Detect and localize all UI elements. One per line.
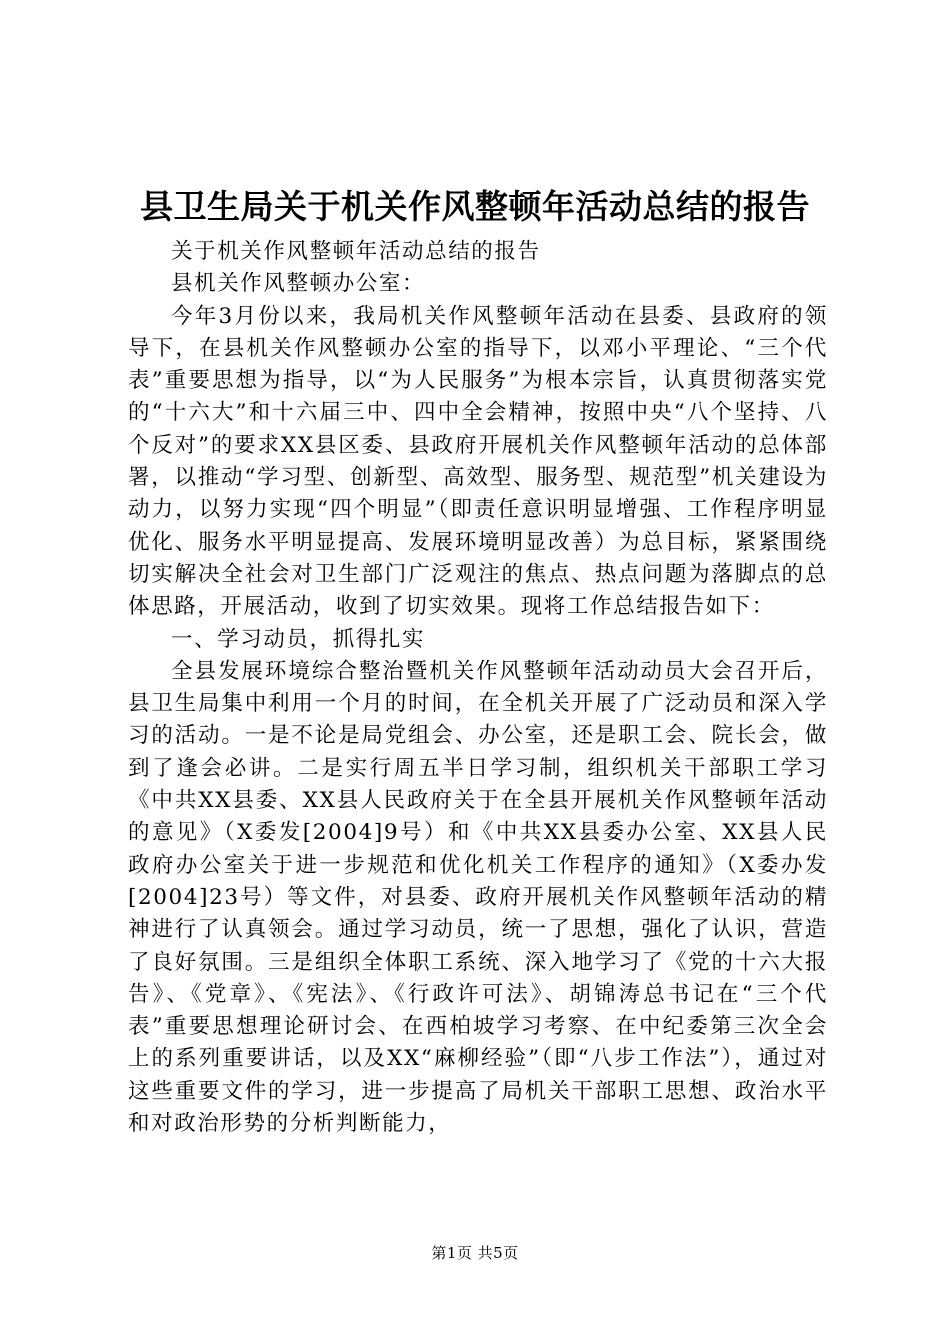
intro-paragraph: 今年3月份以来，我局机关作风整顿年活动在县委、县政府的领导下，在县机关作风整顿办公室的指导下，以邓小平理论、“三个代表”重要思想为指导，以“为人民服务”为根本宗旨，认真贯彻落实党的“十六大”和十六届三中、四中全会精神，按照中央“八个坚持、八个反对”的要求XX县区委、县政府开展机关作风整顿年活动的总体部署，以推动“学习型、创新型、高效型、服务型、规范型”机关建设为动力，以努力实现“四个明显”（即责任意识明显增强、工作程序明显优化、服务水平明显提高、发展环境明显改善）为总目标，紧紧围绕切实解决全社会对卫生部门广泛观注的焦点、热点问题为落脚点的总体思路，开展活动，收到了切实效果。现将工作总结报告如下： bbox=[128, 303, 828, 620]
document-body bbox=[128, 236, 828, 1140]
report-subtitle: 关于机关作风整顿年活动总结的报告 bbox=[171, 239, 541, 264]
recipient-line: 县机关作风整顿办公室： bbox=[171, 271, 426, 297]
section-paragraph: 全县发展环境综合整治暨机关作风整顿年活动动员大会召开后，县卫生局集中利用一个月的时间，在全机关开展了广泛动员和深入学习的活动。一是不论是局党组会、办公室，还是职工会、院长会，做到了逢会必讲。二是实行周五半日学习制，组织机关干部职工学习《中共XX县委、XX县人民政府关于在全县开展机关作风整顿年活动的意见》（X委发[2004]9号）和《中共XX县委办公室、XX县人民政府办公室关于进一步规范和优化机关工作程序的通知》（X委办发[2004]23号）等文件，对县委、政府开展机关作风整顿年活动的精神进行了认真领会。通过学习动员，统一了思想，强化了认识，营造了良好氛围。三是组织全体职工系统、深入地学习了《党的十六大报告》、《党章》、《宪法》、《行政许可法》、胡锦涛总书记在“三个代表”重要思想理论研讨会、在西柏坡学习考察、在中纪委第三次全会上的系列重要讲话，以及XX“麻柳经验”（即“八步工作法”），通过对这些重要文件的学习，进一步提高了局机关干部职工思想、政治水平和对政治形势的分析判断能力， bbox=[128, 658, 828, 1137]
page-footer: 第1页 共5页 bbox=[431, 1244, 519, 1262]
document-title: 县卫生局关于机关作风整顿年活动总结的报告 bbox=[140, 187, 810, 226]
section-heading: 一、学习动员，抓得扎实 bbox=[171, 626, 426, 652]
